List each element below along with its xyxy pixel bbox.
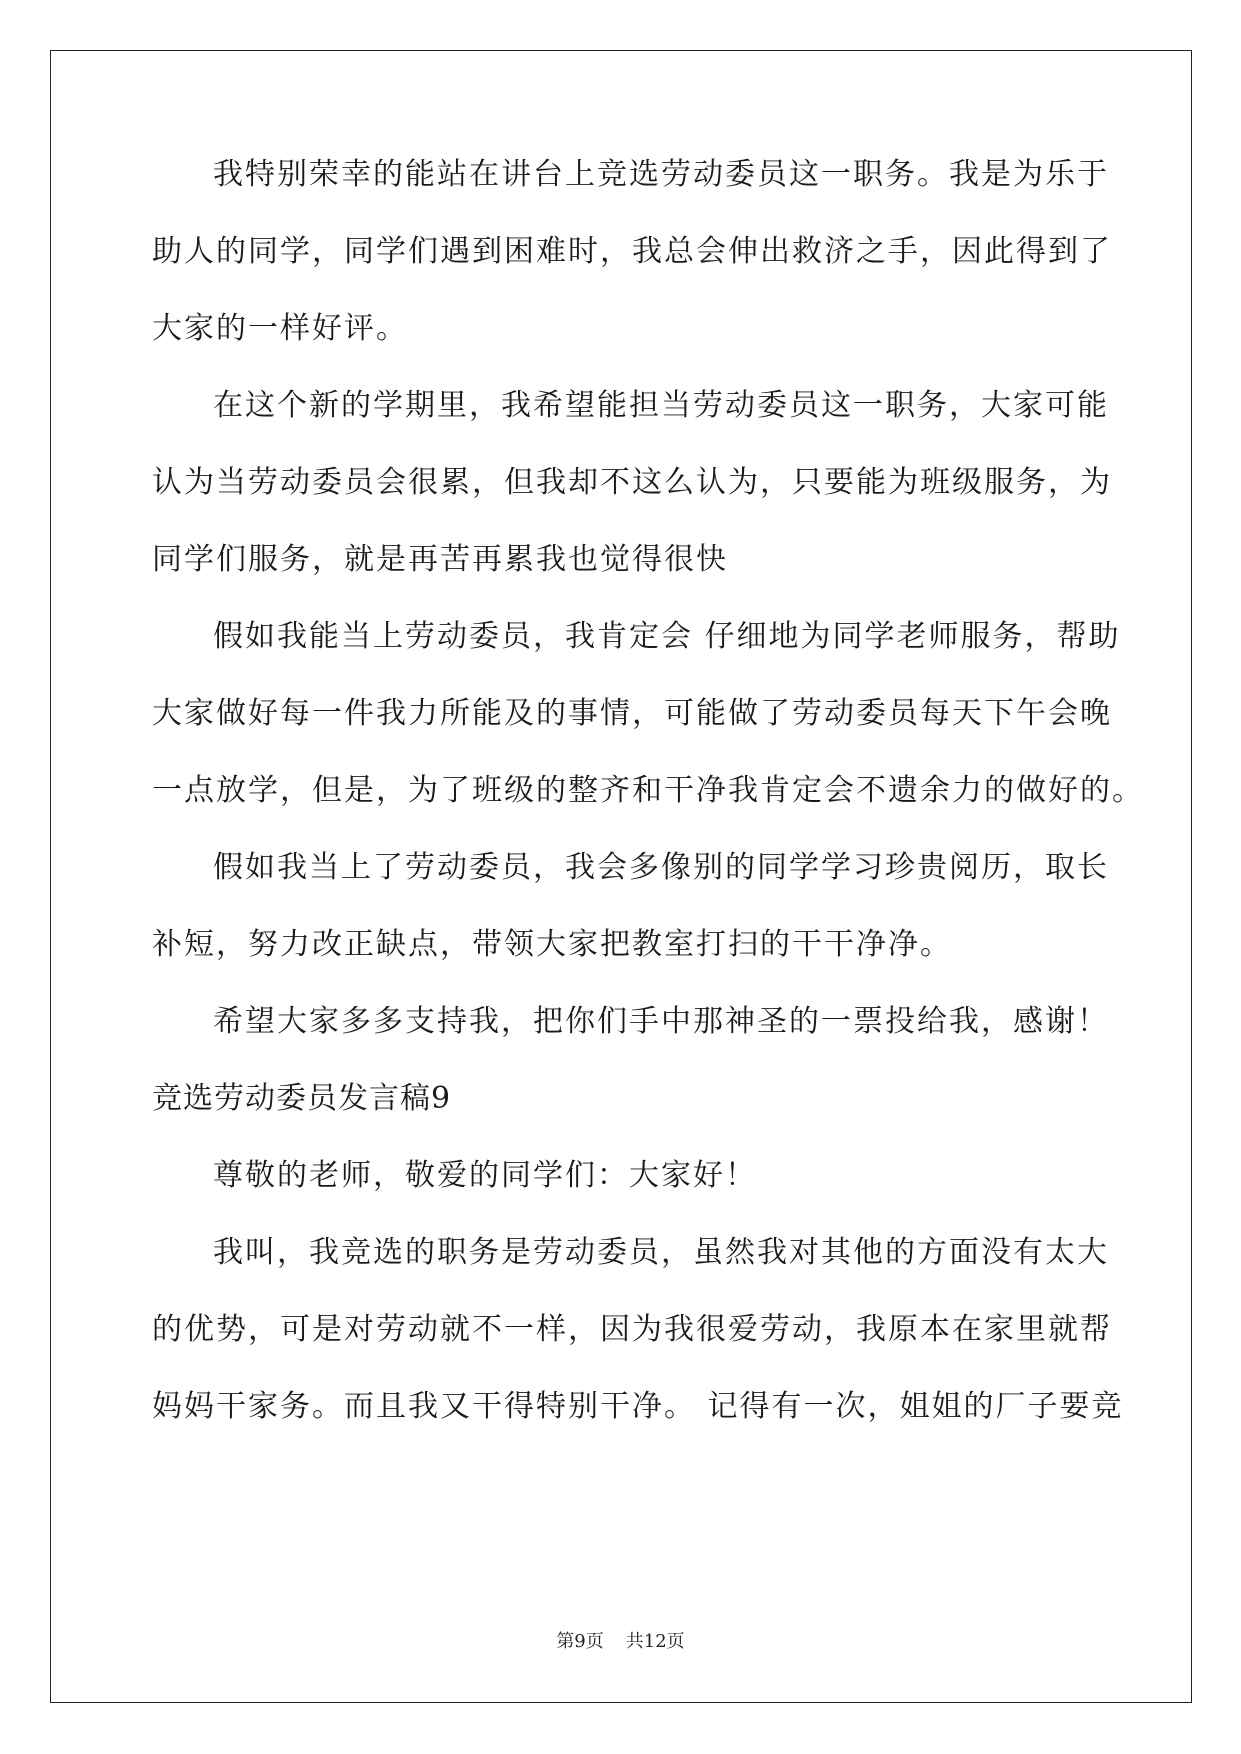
text-line: 假如我能当上劳动委员，我肯定会 仔细地为同学老师服务，帮助 — [213, 619, 1121, 654]
text-line: 补短，努力改正缺点，带领大家把教室打扫的干干净净。 — [152, 927, 952, 962]
text-line: 一点放学，但是，为了班级的整齐和干净我肯定会不遗余力的做好的。 — [152, 773, 1144, 808]
text-line: 妈妈干家务。而且我又干得特别干净。 记得有一次，姐姐的厂子要竞 — [152, 1389, 1124, 1424]
text-line: 希望大家多多支持我，把你们手中那神圣的一票投给我，感谢！ — [213, 1004, 1109, 1039]
section-heading: 竞选劳动委员发言稿9 — [152, 1081, 452, 1116]
document-body — [152, 156, 1144, 1465]
text-line: 同学们服务，就是再苦再累我也觉得很快 — [152, 542, 728, 577]
text-line: 假如我当上了劳动委员，我会多像别的同学学习珍贵阅历，取长 — [213, 850, 1109, 885]
text-line: 尊敬的老师，敬爱的同学们：大家好！ — [213, 1158, 757, 1193]
text-line: 助人的同学，同学们遇到困难时，我总会伸出救济之手，因此得到了 — [152, 234, 1112, 269]
text-line: 我叫，我竞选的职务是劳动委员，虽然我对其他的方面没有太大 — [213, 1235, 1109, 1270]
text-line: 大家的一样好评。 — [152, 311, 408, 346]
text-line: 在这个新的学期里，我希望能担当劳动委员这一职务，大家可能 — [213, 388, 1109, 423]
text-line: 认为当劳动委员会很累，但我却不这么认为，只要能为班级服务，为 — [152, 465, 1112, 500]
text-line: 的优势，可是对劳动就不一样，因为我很爱劳动，我原本在家里就帮 — [152, 1312, 1112, 1347]
text-line: 大家做好每一件我力所能及的事情，可能做了劳动委员每天下午会晚 — [152, 696, 1112, 731]
page-footer — [0, 1630, 1241, 1654]
page-total: 共12页 — [625, 1631, 685, 1652]
text-line: 我特别荣幸的能站在讲台上竞选劳动委员这一职务。我是为乐于 — [213, 157, 1109, 192]
page-number: 第9页 — [556, 1631, 604, 1652]
